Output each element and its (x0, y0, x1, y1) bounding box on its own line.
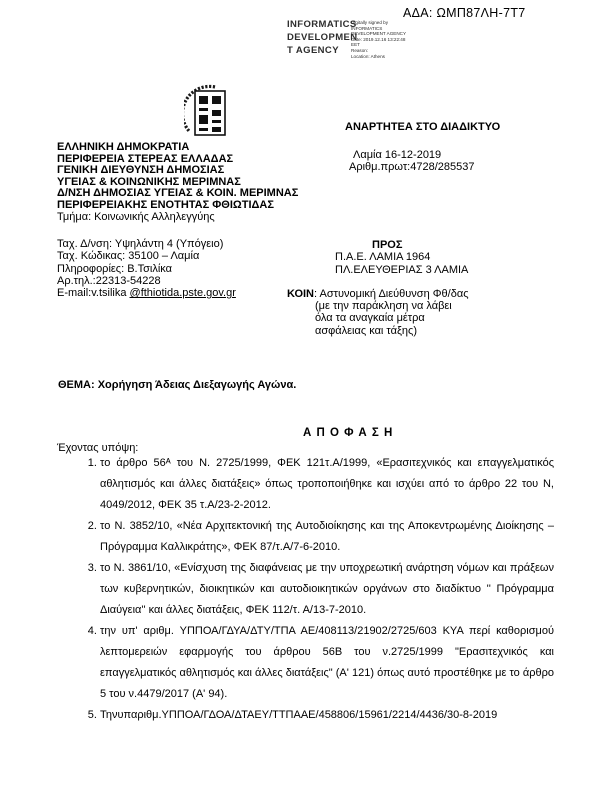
digital-signature-details (351, 20, 406, 59)
decision-title: Α Π Ο Φ Α Σ Η (303, 427, 394, 439)
consideration-item: 3. το Ν. 3861/10, «Ενίσχυση της διαφάνειας με την υποχρεωτική ανάρτηση νόμων και πράξεων των κυβερνητικών, διοικητικών και αυτοδιοικητικών οργάνων στο διαδίκτυο '' Πρόγραμμα Διαύγεια'' και άλλες διατάξεις, ΦΕΚ 112/τ. Α/13-7-2010. (100, 558, 554, 621)
cc-note-line: όλα τα αναγκαία μέτρα (315, 312, 425, 325)
authority-line: ΥΓΕΙΑΣ & ΚΟΙΝΩΝΙΚΗΣ ΜΕΡΙΜΝΑΣ (57, 175, 241, 188)
pros-label: ΠΡΟΣ (372, 239, 403, 251)
stamp-detail-line: Date: 2019.12.16 13:22:48 (351, 36, 406, 42)
recipient-block (335, 239, 468, 276)
stamp-detail-line: Digitally signed by (351, 20, 389, 25)
stamp-detail-line: Location: Athens (351, 53, 385, 59)
recipient-line: ΠΛ.ΕΛΕΥΘΕΡΙΑΣ 3 ΛΑΜΙΑ (335, 263, 469, 276)
subject-line: ΘΕΜΑ: Χορήγηση Άδειας Διεξαγωγής Αγώνα. (58, 379, 297, 391)
authority-line: ΓΕΝΙΚΗ ΔΙΕΥΘΥΝΣΗ ΔΗΜΟΣΙΑΣ (57, 164, 225, 177)
email-link[interactable]: @fthiotida.pste.gov.gr (129, 287, 236, 300)
digital-signature-stamp (287, 18, 358, 57)
emblem-icon (184, 84, 228, 142)
stamp-agency-line: T AGENCY (287, 45, 339, 56)
koin-label: ΚΟΙΝ (287, 288, 314, 300)
stamp-detail-line: EET (351, 42, 360, 48)
cc-block (287, 288, 469, 337)
email-label: E-mail:v.tsilika (57, 287, 130, 300)
cc-first-line (287, 288, 469, 300)
cc-note-line: ασφάλειας και τάξης) (315, 324, 417, 337)
postal-address: Ταχ. Δ/νση: Υψηλάντη 4 (Υπόγειο) (57, 238, 224, 250)
consideration-item: 2. το Ν. 3852/10, «Νέα Αρχιτεκτονική της Αυτοδιοίκησης και της Αποκεντρωμένης Διοίκησης – Πρόγραμμα Καλλικράτης», ΦΕΚ 87/τ.Α/7-6-2010. (100, 516, 554, 558)
cc-note-line: (με την παράκληση να λάβει (315, 300, 452, 313)
stamp-detail-line: Reason: (351, 47, 369, 53)
authority-line: Δ/ΝΣΗ ΔΗΜΟΣΙΑΣ ΥΓΕΙΑΣ & ΚΟΙΝ. ΜΕΡΙΜΝΑΣ (57, 187, 299, 200)
consideration-item: 4. την υπ' αριθμ. ΥΠΠΟΑ/ΓΔΥΑ/ΔΤΥ/ΤΠΑ ΑΕ/408113/21902/2725/603 ΚΥΑ περί καθορισμού λεπτομερειών εφαρμογής του άρθρου 56Β του ν.2725/1999 "Ερασιτεχνικός και επαγγελματικός αθλητισμός και άλλες διατάξεις" (Α' 121) όπως αυτό προστέθηκε με το άρθρο 5 του ν.4479/2017 (Α' 94). (100, 621, 554, 705)
cc-recipient: : Αστυνομική Διεύθυνση Φθ/δας (314, 288, 469, 300)
place-and-date: Λαμία 16-12-2019 (353, 149, 442, 161)
postal-code: Ταχ. Κώδικας: 35100 – Λαμία (57, 250, 200, 263)
email-line (57, 287, 236, 299)
decision-intro: Έχοντας υπόψη: (57, 442, 139, 454)
authority-line: ΠΕΡΙΦΕΡΕΙΑ ΣΤΕΡΕΑΣ ΕΛΛΑΔΑΣ (57, 152, 234, 165)
publication-notice: ΑΝΑΡΤΗΤΕΑ ΣΤΟ ΔΙΑΔΙΚΤΥΟ (345, 121, 501, 133)
contact-person: Πληροφορίες: Β.Τσιλίκα (57, 262, 173, 275)
ada-code: ΑΔΑ: ΩΜΠ87ΛΗ-7Τ7 (403, 6, 526, 20)
protocol-number: Αριθμ.πρωτ:4728/285537 (349, 161, 475, 173)
stamp-detail-line: INFORMATICS (351, 25, 383, 31)
phone-number: Αρ.τηλ.:22313-54228 (57, 274, 161, 287)
contact-info-block (57, 238, 236, 299)
consideration-item: 1. το άρθρο 56ᴬ του Ν. 2725/1999, ΦΕΚ 121τ.Α/1999, «Ερασιτεχνικός και επαγγελματικός αθλητισμός και άλλες διατάξεις» όπως τροποποιήθηκε και ισχύει από το άρθρο 22 του Ν, 4049/2012, ΦΕΚ 35 τ.Α/23-2-2012. (100, 453, 554, 516)
considerations-list (57, 453, 554, 726)
stamp-agency-line: INFORMATICS (287, 19, 357, 30)
issuing-authority-block (57, 142, 298, 223)
stamp-agency-line: DEVELOPMEN (287, 32, 358, 43)
consideration-item: 5. Τηνυπαριθμ.ΥΠΠΟΑ/ΓΔΟΑ/ΔΤΑΕΥ/ΤΤΠΑΑΕ/458806/15961/2214/4436/30-8-2019 (100, 705, 554, 726)
recipient-line: Π.Α.Ε. ΛΑΜΙΑ 1964 (335, 251, 431, 264)
authority-line: ΕΛΛΗΝΙΚΗ ΔΗΜΟΚΡΑΤΙΑ (57, 141, 190, 153)
authority-line: ΠΕΡΙΦΕΡΕΙΑΚΗΣ ΕΝΟΤΗΤΑΣ ΦΘΙΩΤΙΔΑΣ (57, 198, 274, 211)
department-line: Τμήμα: Κοινωνικής Αλληλεγγύης (57, 210, 215, 223)
stamp-detail-line: DEVELOPMENT AGENCY (351, 31, 407, 37)
region-emblem-logo (184, 84, 228, 142)
